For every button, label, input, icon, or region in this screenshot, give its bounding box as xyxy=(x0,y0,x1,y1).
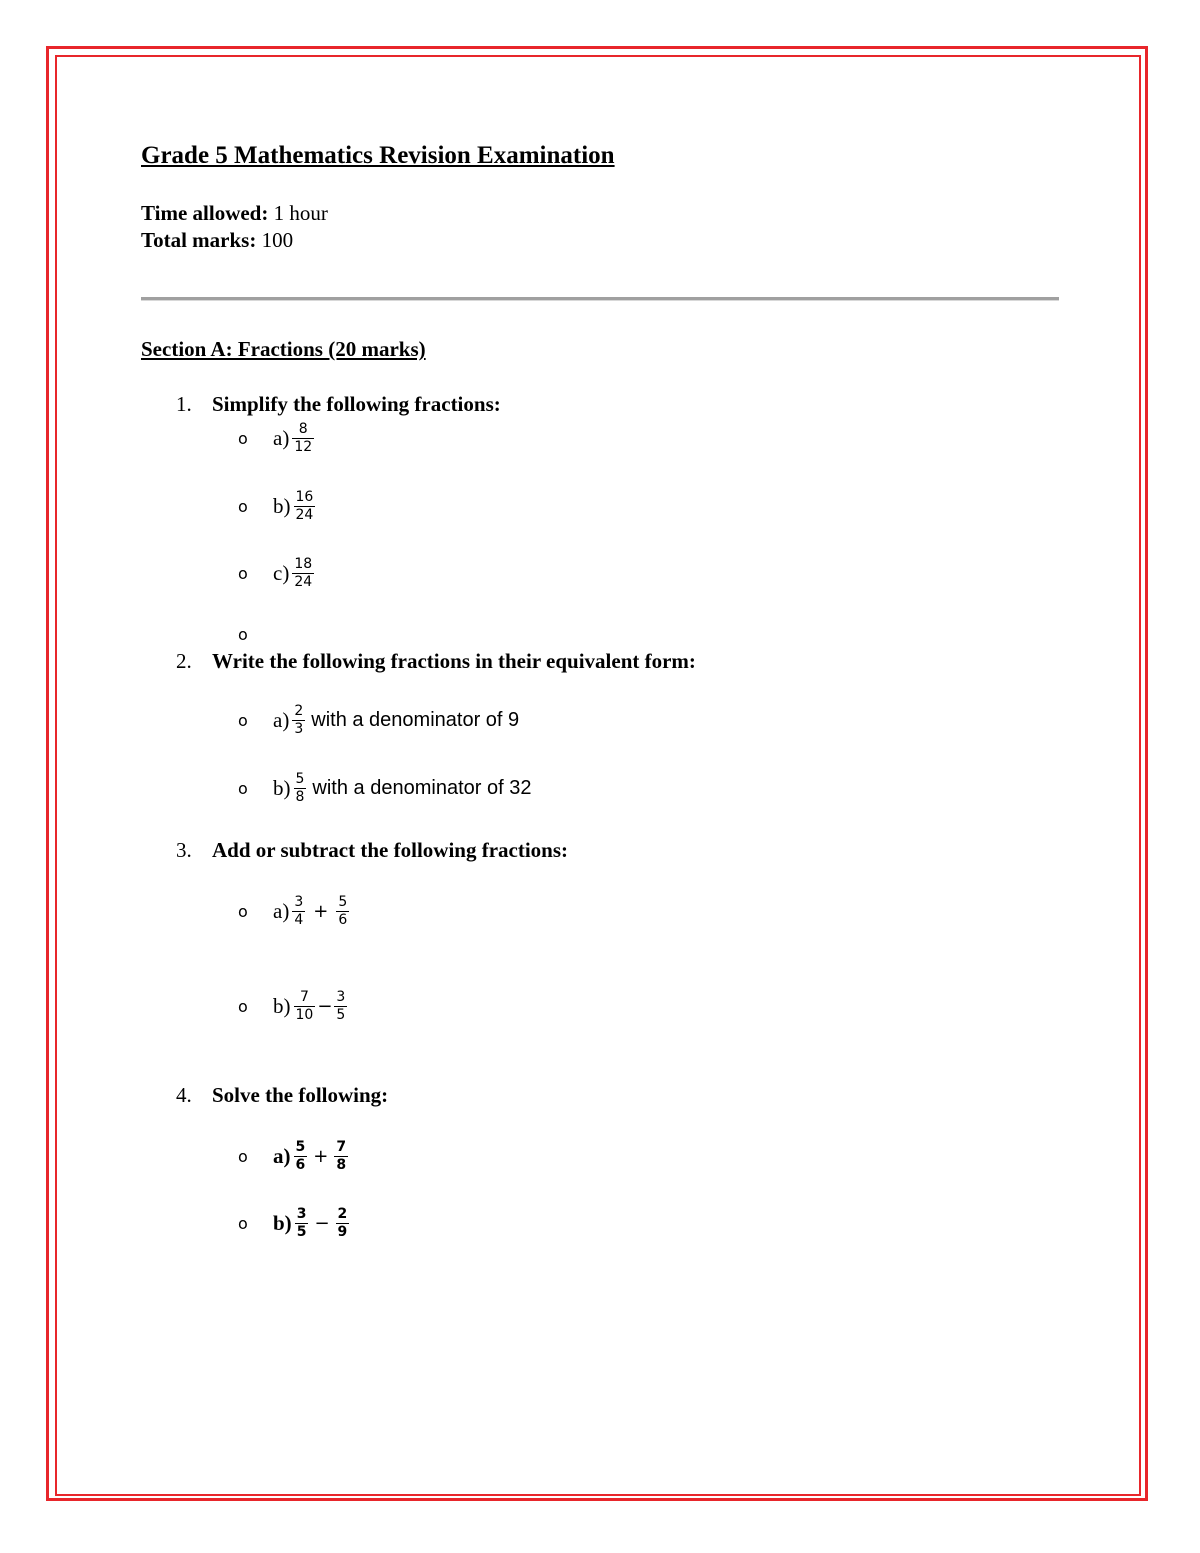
numerator: 3 xyxy=(336,988,346,1005)
item-label: b) xyxy=(273,1210,292,1235)
fraction xyxy=(334,1139,348,1174)
bullet-icon: o xyxy=(238,496,248,516)
item-text: with a denominator of 32 xyxy=(312,776,532,799)
item-label: a) xyxy=(273,707,290,732)
bullet-icon: o xyxy=(238,710,248,730)
total-marks-label: Total marks: xyxy=(141,228,257,252)
numerator: 5 xyxy=(338,893,348,910)
question-3 xyxy=(176,838,568,863)
denominator: 8 xyxy=(295,788,305,805)
time-allowed-value: 1 hour xyxy=(273,201,328,225)
fraction xyxy=(294,989,316,1024)
list-item xyxy=(238,889,349,933)
fraction xyxy=(295,1206,309,1241)
denominator: 6 xyxy=(295,1156,306,1173)
denominator: 12 xyxy=(294,438,313,455)
item-label: c) xyxy=(273,560,290,585)
exam-title: Grade 5 Mathematics Revision Examination xyxy=(141,142,615,169)
page-border-inner xyxy=(55,55,1141,1496)
plus-sign: + xyxy=(313,900,329,922)
numerator: 7 xyxy=(299,988,309,1005)
denominator: 6 xyxy=(338,911,348,928)
denominator: 8 xyxy=(336,1156,347,1173)
time-allowed xyxy=(141,201,328,226)
horizontal-divider xyxy=(141,297,1059,301)
list-item xyxy=(238,484,315,528)
list-item xyxy=(238,1201,349,1245)
item-label: b) xyxy=(273,493,291,518)
denominator: 3 xyxy=(294,720,304,737)
list-item xyxy=(238,416,314,460)
denominator: 5 xyxy=(336,1006,346,1023)
question-number: 2. xyxy=(176,649,192,673)
list-item xyxy=(238,551,314,595)
numerator: 8 xyxy=(298,420,308,437)
fraction xyxy=(292,421,314,456)
item-label: a) xyxy=(273,898,290,923)
question-text: Solve the following: xyxy=(212,1083,389,1107)
fraction xyxy=(336,894,349,929)
question-text: Simplify the following fractions: xyxy=(212,392,501,416)
denominator: 10 xyxy=(295,1006,314,1023)
denominator: 24 xyxy=(295,506,314,523)
question-number: 3. xyxy=(176,838,192,862)
question-text: Write the following fractions in their equivalent form: xyxy=(212,649,696,673)
list-item xyxy=(238,766,531,810)
question-2 xyxy=(176,649,696,674)
fraction xyxy=(294,771,307,806)
fraction xyxy=(292,556,314,591)
item-label: a) xyxy=(273,425,290,450)
question-1 xyxy=(176,392,501,417)
list-item xyxy=(238,1134,348,1178)
bullet-icon: o xyxy=(238,1213,248,1233)
fraction xyxy=(336,1206,350,1241)
numerator: 5 xyxy=(295,770,305,787)
list-item xyxy=(238,698,519,742)
numerator: 7 xyxy=(336,1138,347,1155)
time-allowed-label: Time allowed: xyxy=(141,201,269,225)
numerator: 2 xyxy=(337,1205,348,1222)
question-text: Add or subtract the following fractions: xyxy=(212,838,569,862)
fraction xyxy=(334,989,347,1024)
numerator: 2 xyxy=(294,702,304,719)
item-text: with a denominator of 9 xyxy=(311,708,520,731)
minus-sign: − xyxy=(314,1212,330,1234)
list-item xyxy=(238,984,347,1028)
question-number: 1. xyxy=(176,392,192,416)
denominator: 24 xyxy=(294,573,313,590)
bullet-icon: o xyxy=(238,901,248,921)
numerator: 16 xyxy=(295,488,314,505)
numerator: 5 xyxy=(295,1138,306,1155)
bullet-icon: o xyxy=(238,996,248,1016)
numerator: 3 xyxy=(294,893,304,910)
total-marks-value: 100 xyxy=(261,228,294,252)
numerator: 18 xyxy=(294,555,313,572)
minus-sign: − xyxy=(317,995,333,1017)
denominator: 9 xyxy=(337,1223,348,1240)
bullet-icon: o xyxy=(238,428,248,448)
fraction xyxy=(294,489,316,524)
fraction xyxy=(292,894,305,929)
item-label: b) xyxy=(273,993,291,1018)
plus-sign: + xyxy=(313,1145,329,1167)
denominator: 4 xyxy=(294,911,304,928)
bullet-icon: o xyxy=(238,563,248,583)
fraction xyxy=(294,1139,308,1174)
question-4 xyxy=(176,1083,388,1108)
bullet-icon: o xyxy=(238,778,248,798)
numerator: 3 xyxy=(296,1205,307,1222)
denominator: 5 xyxy=(296,1223,307,1240)
bullet-icon: o xyxy=(238,624,248,644)
question-number: 4. xyxy=(176,1083,192,1107)
fraction xyxy=(292,703,305,738)
section-a-title: Section A: Fractions (20 marks) xyxy=(141,337,426,361)
bullet-icon: o xyxy=(238,1146,248,1166)
item-label: a) xyxy=(273,1143,291,1168)
total-marks xyxy=(141,228,293,253)
item-label: b) xyxy=(273,775,291,800)
